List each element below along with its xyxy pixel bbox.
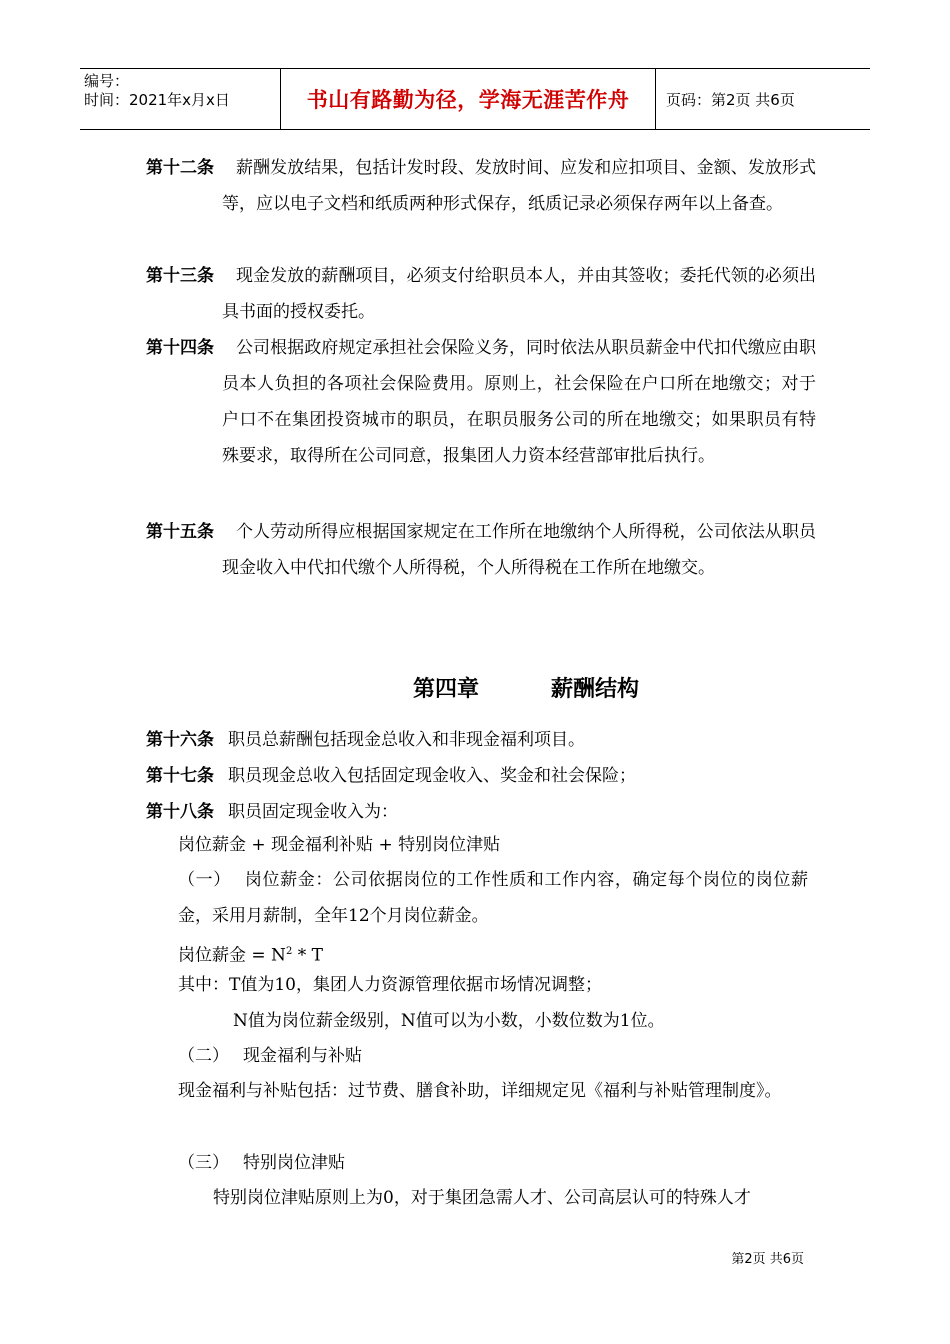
- page-header: [80, 68, 870, 130]
- article-13: [146, 258, 816, 330]
- article-label: 第十八条: [146, 802, 214, 822]
- item-3-text: 特别岗位津贴原则上为0，对于集团急需人才、公司高层认可的特殊人才: [213, 1188, 751, 1208]
- article-12: [146, 150, 816, 222]
- date-text: 时间：2021年x月x日: [84, 91, 230, 109]
- item-2: [178, 1038, 362, 1074]
- item-3: [178, 1145, 345, 1181]
- note-n: N值为岗位薪金级别，N值可以为小数，小数位数为1位。: [233, 1011, 665, 1031]
- item-1: [178, 862, 808, 934]
- formula-sup: 2: [285, 946, 293, 957]
- item-title: 岗位薪金：: [244, 870, 333, 890]
- item-title: 特别岗位津贴: [243, 1153, 345, 1173]
- article-text: 薪酬发放结果，包括计发时段、发放时间、应发和应扣项目、金额、发放形式等，应以电子文档和纸质两种形式保存，纸质记录必须保存两年以上备查。: [222, 158, 816, 214]
- header-page-info: 页码：第2页 共6页: [666, 90, 795, 109]
- code-label: 编号：: [84, 72, 130, 90]
- article-text: 职员固定现金收入为：: [228, 802, 398, 822]
- article-text: 现金发放的薪酬项目，必须支付给职员本人，并由其签收；委托代领的必须出具书面的授权委托。: [222, 266, 816, 322]
- chapter-heading: [413, 672, 639, 703]
- article-17: [146, 758, 636, 794]
- article-text: 个人劳动所得应根据国家规定在工作所在地缴纳个人所得税，公司依法从职员现金收入中代扣代缴个人所得税，个人所得税在工作所在地缴交。: [222, 522, 816, 578]
- item-text: 公司依据岗位的工作性质和工作内容，确定每个岗位的岗位薪金，采用月薪制，全年12个月岗位薪金。: [178, 870, 809, 926]
- chapter-title: 薪酬结构: [551, 677, 640, 702]
- formula-main: 岗位薪金 + 现金福利补贴 + 特别岗位津贴: [178, 835, 501, 855]
- item-marker: （三）: [178, 1153, 229, 1173]
- article-text: 职员现金总收入包括固定现金收入、奖金和社会保险；: [228, 766, 636, 786]
- article-label: 第十三条: [146, 266, 214, 286]
- item-marker: （二）: [178, 1046, 229, 1066]
- article-text: 职员总薪酬包括现金总收入和非现金福利项目。: [228, 730, 585, 750]
- article-label: 第十五条: [146, 522, 214, 542]
- header-motto: 书山有路勤为径，学海无涯苦作舟: [281, 69, 656, 129]
- formula-suffix: * T: [292, 945, 323, 966]
- formula-prefix: 岗位薪金 = N: [178, 945, 286, 966]
- article-label: 第十二条: [146, 158, 214, 178]
- article-18: [146, 794, 398, 830]
- article-label: 第十六条: [146, 730, 214, 750]
- header-meta: [80, 69, 281, 129]
- article-label: 第十四条: [146, 338, 214, 358]
- article-label: 第十七条: [146, 766, 214, 786]
- item-2-text: 现金福利与补贴包括：过节费、膳食补助，详细规定见《福利与补贴管理制度》。: [178, 1081, 782, 1101]
- note-t: 其中：T值为10，集团人力资源管理依据市场情况调整；: [178, 975, 602, 995]
- page-footer: 第2页 共6页: [731, 1252, 804, 1267]
- chapter-number: 第四章: [413, 677, 480, 702]
- item-marker: （一）: [178, 870, 231, 890]
- article-16: [146, 722, 585, 758]
- article-14: [146, 330, 816, 474]
- article-text: 公司根据政府规定承担社会保险义务，同时依法从职员薪金中代扣代缴应由职员本人负担的各项社会保险费用。原则上，社会保险在户口所在地缴交；对于户口不在集团投资城市的职员，在职员服务公司的所在地缴交；如果职员有特殊要求，取得所在公司同意，报集团人力资本经营部审批后执行。: [222, 338, 816, 466]
- article-15: [146, 514, 816, 586]
- item-title: 现金福利与补贴: [243, 1046, 362, 1066]
